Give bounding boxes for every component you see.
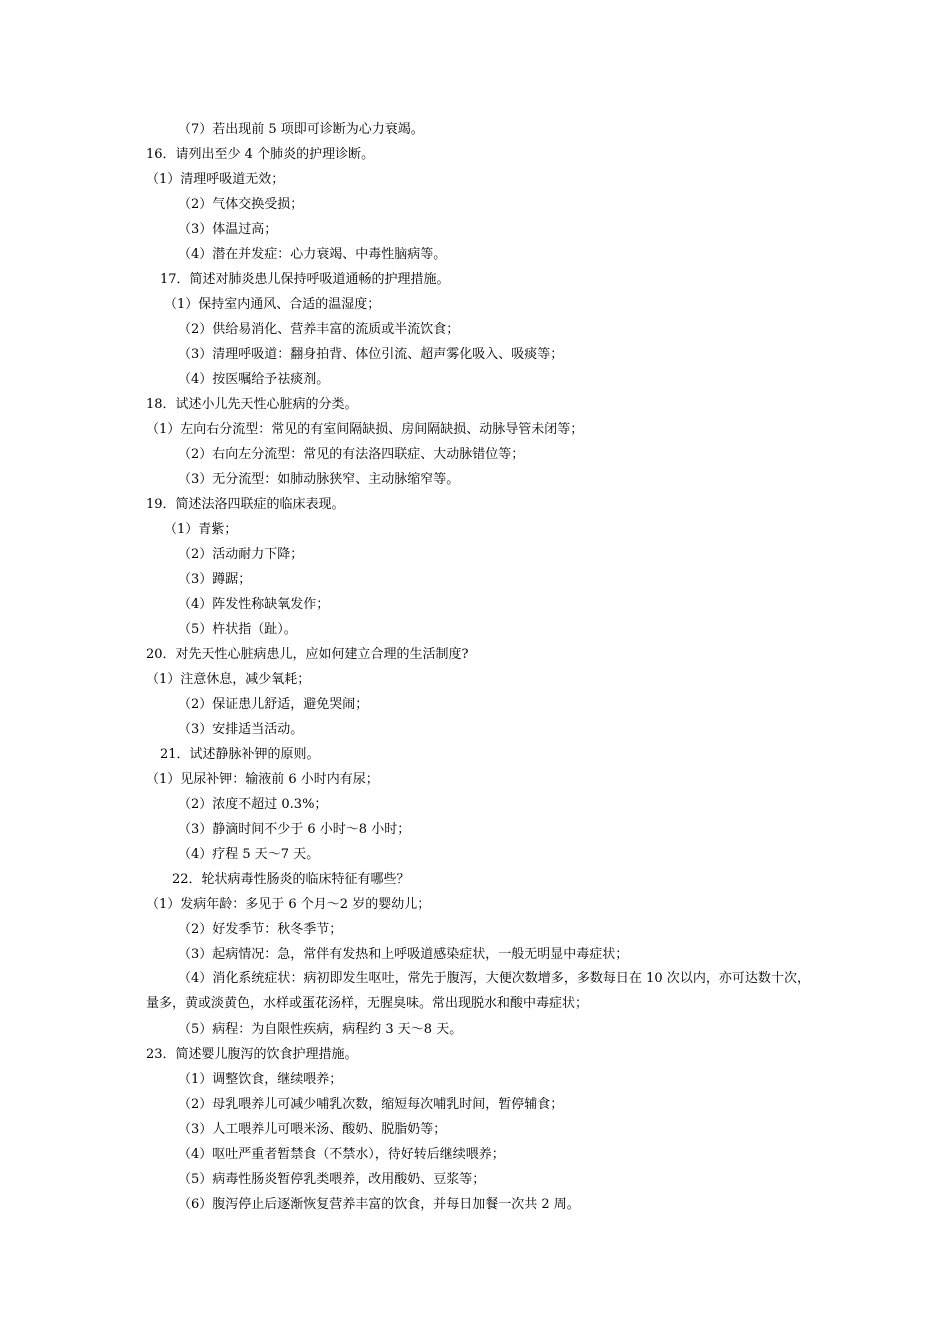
list-item: （3）静滴时间不少于 6 小时～8 小时； xyxy=(178,822,411,837)
list-item: （2）气体交换受损； xyxy=(178,197,304,212)
list-item: （3）安排适当活动。 xyxy=(178,722,304,737)
list-item: （2）保证患儿舒适，避免哭闹； xyxy=(178,697,369,712)
question-heading: 20．对先天性心脏病患儿，应如何建立合理的生活制度? xyxy=(146,647,469,662)
list-item: （1）发病年龄：多见于 6 个月～2 岁的婴幼儿； xyxy=(146,897,431,912)
list-item: （7）若出现前 5 项即可诊断为心力衰竭。 xyxy=(178,122,424,137)
list-item: （1）清理呼吸道无效； xyxy=(146,172,285,187)
list-item: （4）阵发性称缺氧发作； xyxy=(178,597,330,612)
list-item: （3）起病情况：急，常伴有发热和上呼吸道感染症状，一般无明显中毒症状； xyxy=(178,947,629,962)
question-heading: 17．简述对肺炎患儿保持呼吸道通畅的护理措施。 xyxy=(160,272,450,287)
list-item: （1）注意休息，减少氧耗； xyxy=(146,672,311,687)
question-heading: 18．试述小儿先天性心脏病的分类。 xyxy=(146,397,358,412)
list-item: （2）供给易消化、营养丰富的流质或半流饮食； xyxy=(178,322,460,337)
list-item: （3）体温过高； xyxy=(178,222,278,237)
list-item: （4）呕吐严重者暂禁食（不禁水），待好转后继续喂养； xyxy=(178,1147,505,1162)
question-heading: 22．轮状病毒性肠炎的临床特征有哪些？ xyxy=(172,872,410,887)
list-item: （4）潜在并发症：心力衰竭、中毒性脑病等。 xyxy=(178,247,447,262)
list-item: （2）浓度不超过 0.3%； xyxy=(178,797,328,812)
list-item: （1）调整饮食，继续喂养； xyxy=(178,1072,343,1087)
list-item: （4）疗程 5 天～7 天。 xyxy=(178,847,320,862)
list-item: （3）无分流型：如肺动脉狭窄、主动脉缩窄等。 xyxy=(178,472,460,487)
list-item: （4）按医嘱给予祛痰剂。 xyxy=(178,372,330,387)
list-item: （3）人工喂养儿可喂米汤、酸奶、脱脂奶等； xyxy=(178,1122,447,1137)
list-item: （5）杵状指（趾）。 xyxy=(178,622,297,637)
list-item: （1）见尿补钾：输液前 6 小时内有尿； xyxy=(146,772,379,787)
list-item: （2）好发季节：秋冬季节； xyxy=(178,922,343,937)
list-item: （1）青紫； xyxy=(164,522,238,537)
list-item: （2）母乳喂养儿可减少哺乳次数，缩短每次哺乳时间，暂停辅食； xyxy=(178,1097,564,1112)
list-item: （1）左向右分流型：常见的有室间隔缺损、房间隔缺损、动脉导管未闭等； xyxy=(146,422,584,437)
question-heading: 19．简述法洛四联症的临床表现。 xyxy=(146,497,345,512)
list-item: （3）清理呼吸道：翻身拍背、体位引流、超声雾化吸入、吸痰等； xyxy=(178,347,564,362)
list-item: （5）病毒性肠炎暂停乳类喂养，改用酸奶、豆浆等； xyxy=(178,1172,486,1187)
list-item: （6）腹泻停止后逐渐恢复营养丰富的饮食，并每日加餐一次共 2 周。 xyxy=(178,1197,580,1212)
list-item-wrapped: （4）消化系统症状：病初即发生呕吐，常先于腹泻，大便次数增多，多数每日在 10 次以内，亦可达数十次，量多，黄或淡黄色，水样或蛋花汤样，无腥臭味。常出现脱水和酸中毒症状； xyxy=(146,971,810,1011)
list-item: （5）病程：为自限性疾病，病程约 3 天～8 天。 xyxy=(178,1022,463,1037)
list-item: （1）保持室内通风、合适的温湿度； xyxy=(164,297,381,312)
question-heading: 23．简述婴儿腹泻的饮食护理措施。 xyxy=(146,1047,358,1062)
list-item: （3）蹲踞； xyxy=(178,572,252,587)
list-item: （2）右向左分流型：常见的有法洛四联症、大动脉错位等； xyxy=(178,447,525,462)
question-heading: 16．请列出至少 4 个肺炎的护理诊断。 xyxy=(146,147,375,162)
list-item: （2）活动耐力下降； xyxy=(178,547,304,562)
question-heading: 21．试述静脉补钾的原则。 xyxy=(160,747,320,762)
